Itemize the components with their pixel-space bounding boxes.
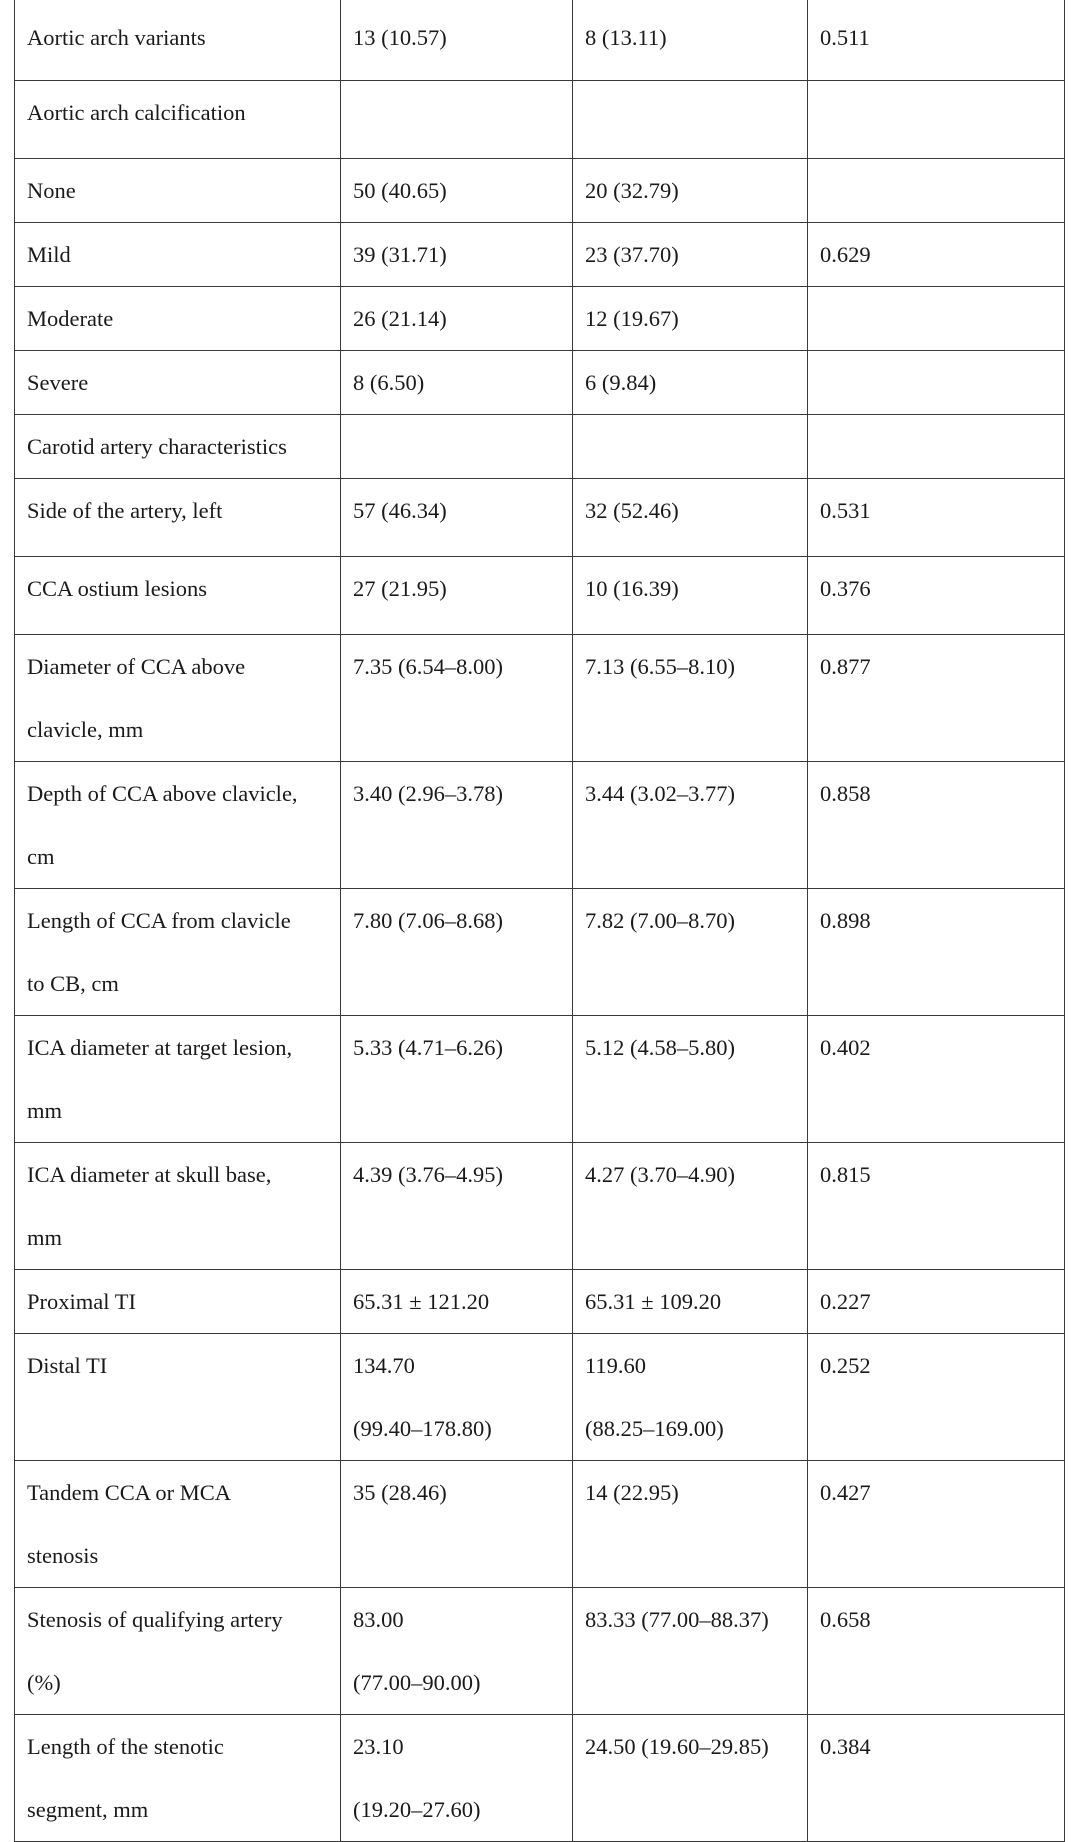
group1-value: 5.33 (4.71–6.26) — [341, 1016, 573, 1143]
table-row — [15, 223, 1065, 287]
group1-value: 13 (10.57) — [341, 0, 573, 81]
group1-value: 35 (28.46) — [341, 1461, 573, 1588]
p-value: 0.427 — [808, 1461, 1065, 1588]
group2-value: 24.50 (19.60–29.85) — [573, 1715, 808, 1842]
p-value — [808, 415, 1065, 479]
group1-value: 50 (40.65) — [341, 159, 573, 223]
p-value: 0.815 — [808, 1143, 1065, 1270]
group2-value: 6 (9.84) — [573, 351, 808, 415]
table-row — [15, 1016, 1065, 1143]
row-label: Tandem CCA or MCA stenosis — [15, 1461, 341, 1588]
row-label: Length of the stenotic segment, mm — [15, 1715, 341, 1842]
row-label: Stenosis of qualifying artery (%) — [15, 1588, 341, 1715]
group1-value: 3.40 (2.96–3.78) — [341, 762, 573, 889]
row-label: Side of the artery, left — [15, 479, 341, 557]
row-label: Moderate — [15, 287, 341, 351]
p-value: 0.858 — [808, 762, 1065, 889]
group1-value: 83.00 (77.00–90.00) — [341, 1588, 573, 1715]
group1-value — [341, 81, 573, 159]
group2-value: 23 (37.70) — [573, 223, 808, 287]
p-value: 0.658 — [808, 1588, 1065, 1715]
row-label: Carotid artery characteristics — [15, 415, 341, 479]
row-label: Mild — [15, 223, 341, 287]
table-row — [15, 81, 1065, 159]
table-row — [15, 635, 1065, 762]
table-row — [15, 1588, 1065, 1715]
table-row — [15, 1461, 1065, 1588]
table-row — [15, 1270, 1065, 1334]
group1-value: 4.39 (3.76–4.95) — [341, 1143, 573, 1270]
group2-value: 10 (16.39) — [573, 557, 808, 635]
table-row — [15, 159, 1065, 223]
group2-value: 119.60 (88.25–169.00) — [573, 1334, 808, 1461]
group1-value: 26 (21.14) — [341, 287, 573, 351]
group1-value: 57 (46.34) — [341, 479, 573, 557]
data-table — [14, 0, 1065, 1842]
p-value — [808, 159, 1065, 223]
p-value: 0.898 — [808, 889, 1065, 1016]
row-label: Depth of CCA above clavicle, cm — [15, 762, 341, 889]
row-label: None — [15, 159, 341, 223]
group1-value: 65.31 ± 121.20 — [341, 1270, 573, 1334]
table-row — [15, 415, 1065, 479]
table-row — [15, 0, 1065, 81]
group2-value: 12 (19.67) — [573, 287, 808, 351]
group2-value: 4.27 (3.70–4.90) — [573, 1143, 808, 1270]
row-label: Proximal TI — [15, 1270, 341, 1334]
row-label: Severe — [15, 351, 341, 415]
p-value: 0.227 — [808, 1270, 1065, 1334]
table-row — [15, 1143, 1065, 1270]
table-row — [15, 287, 1065, 351]
table-row — [15, 557, 1065, 635]
p-value: 0.252 — [808, 1334, 1065, 1461]
group1-value: 134.70 (99.40–178.80) — [341, 1334, 573, 1461]
row-label: ICA diameter at skull base, mm — [15, 1143, 341, 1270]
group1-value: 7.80 (7.06–8.68) — [341, 889, 573, 1016]
group2-value: 65.31 ± 109.20 — [573, 1270, 808, 1334]
row-label: Aortic arch variants — [15, 0, 341, 81]
group2-value: 14 (22.95) — [573, 1461, 808, 1588]
p-value: 0.877 — [808, 635, 1065, 762]
group2-value: 83.33 (77.00–88.37) — [573, 1588, 808, 1715]
group1-value — [341, 415, 573, 479]
group2-value: 7.82 (7.00–8.70) — [573, 889, 808, 1016]
p-value — [808, 287, 1065, 351]
group2-value: 7.13 (6.55–8.10) — [573, 635, 808, 762]
group1-value: 7.35 (6.54–8.00) — [341, 635, 573, 762]
table-row — [15, 889, 1065, 1016]
table-row — [15, 351, 1065, 415]
p-value — [808, 81, 1065, 159]
p-value: 0.629 — [808, 223, 1065, 287]
group1-value: 27 (21.95) — [341, 557, 573, 635]
group2-value — [573, 415, 808, 479]
group2-value — [573, 81, 808, 159]
row-label: Distal TI — [15, 1334, 341, 1461]
group2-value: 20 (32.79) — [573, 159, 808, 223]
table-row — [15, 1334, 1065, 1461]
p-value: 0.402 — [808, 1016, 1065, 1143]
group1-value: 23.10 (19.20–27.60) — [341, 1715, 573, 1842]
group2-value: 5.12 (4.58–5.80) — [573, 1016, 808, 1143]
group2-value: 32 (52.46) — [573, 479, 808, 557]
group2-value: 8 (13.11) — [573, 0, 808, 81]
group1-value: 39 (31.71) — [341, 223, 573, 287]
row-label: CCA ostium lesions — [15, 557, 341, 635]
p-value — [808, 351, 1065, 415]
p-value: 0.376 — [808, 557, 1065, 635]
row-label: Diameter of CCA above clavicle, mm — [15, 635, 341, 762]
group2-value: 3.44 (3.02–3.77) — [573, 762, 808, 889]
table-row — [15, 762, 1065, 889]
table-row — [15, 1715, 1065, 1842]
row-label: ICA diameter at target lesion, mm — [15, 1016, 341, 1143]
table-row — [15, 479, 1065, 557]
p-value: 0.511 — [808, 0, 1065, 81]
row-label: Length of CCA from clavicle to CB, cm — [15, 889, 341, 1016]
p-value: 0.384 — [808, 1715, 1065, 1842]
group1-value: 8 (6.50) — [341, 351, 573, 415]
p-value: 0.531 — [808, 479, 1065, 557]
row-label: Aortic arch calcification — [15, 81, 341, 159]
